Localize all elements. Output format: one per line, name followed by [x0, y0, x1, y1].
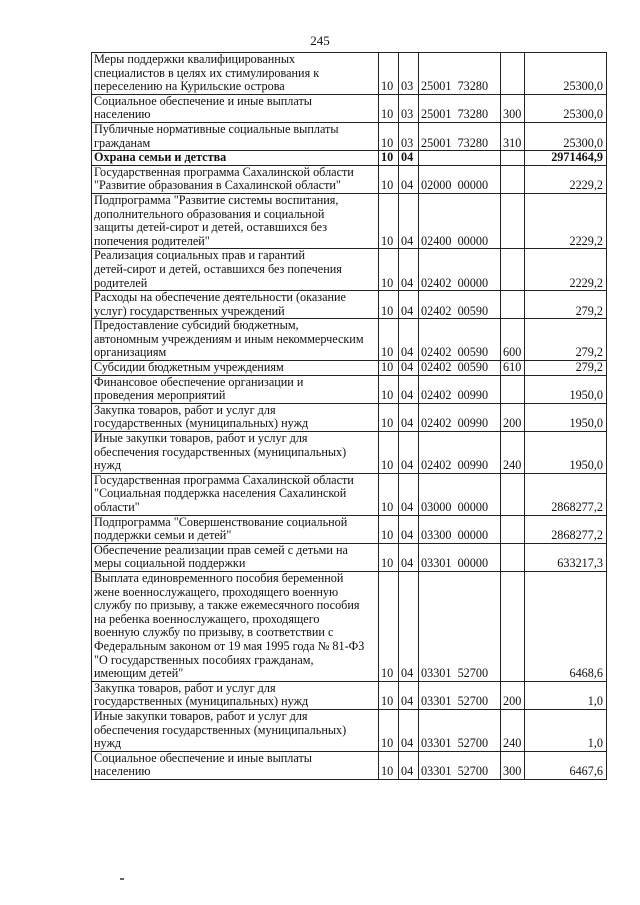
amount-cell: 279,2: [525, 319, 607, 361]
subsection-code-cell: 04: [399, 151, 419, 166]
row-name-cell: Закупка товаров, работ и услуг для государственных (муниципальных) нужд: [92, 681, 379, 709]
amount-cell: 25300,0: [525, 122, 607, 150]
expense-type-cell: [501, 291, 525, 319]
amount-cell: 279,2: [525, 291, 607, 319]
row-name-cell: Социальное обеспечение и иные выплаты населению: [92, 751, 379, 779]
table-row: [92, 94, 607, 122]
section-code-cell: 10: [379, 432, 399, 474]
section-code-cell: 10: [379, 751, 399, 779]
expense-type-cell: 200: [501, 403, 525, 431]
target-article-program: 25001: [421, 79, 452, 94]
section-code-cell: 10: [379, 571, 399, 681]
section-code-cell: 10: [379, 319, 399, 361]
section-code-cell: 10: [379, 361, 399, 376]
amount-cell: 2868277,2: [525, 473, 607, 515]
expense-type-cell: 240: [501, 709, 525, 751]
table-row: [92, 165, 607, 193]
target-article-direction: 00000: [457, 500, 489, 514]
subsection-code-cell: 04: [399, 249, 419, 291]
amount-cell: 25300,0: [525, 94, 607, 122]
budget-table: [91, 52, 607, 780]
row-name-cell: Иные закупки товаров, работ и услуг для обеспечения государственных (муниципальных) нужд: [92, 709, 379, 751]
target-article-cell: [419, 473, 501, 515]
target-article-cell: [419, 122, 501, 150]
target-article-cell: [419, 432, 501, 474]
subsection-code-cell: 04: [399, 473, 419, 515]
target-article-program: 03301: [421, 736, 452, 751]
target-article-program: 03000: [421, 500, 452, 514]
row-name-cell: Финансовое обеспечение организации и проведения мероприятий: [92, 375, 379, 403]
target-article-cell: [419, 515, 501, 543]
target-article-program: 02400: [421, 233, 452, 248]
section-code-cell: 10: [379, 249, 399, 291]
table-row: [92, 515, 607, 543]
expense-type-cell: 310: [501, 122, 525, 150]
target-article-cell: [419, 571, 501, 681]
row-name-cell: Субсидии бюджетным учреждениям: [92, 361, 379, 376]
target-article-cell: [419, 319, 501, 361]
target-article-cell: [419, 249, 501, 291]
target-article-direction: 00000: [457, 528, 489, 543]
table-row: [92, 319, 607, 361]
amount-cell: 1,0: [525, 709, 607, 751]
target-article-cell: [419, 681, 501, 709]
target-article-cell: [419, 291, 501, 319]
row-name-cell: Социальное обеспечение и иные выплаты населению: [92, 94, 379, 122]
amount-cell: 2229,2: [525, 249, 607, 291]
row-name-cell: Расходы на обеспечение деятельности (оказание услуг) государственных учреждений: [92, 291, 379, 319]
table-row: [92, 361, 607, 376]
subsection-code-cell: 03: [399, 53, 419, 95]
target-article-cell: [419, 53, 501, 95]
budget-table-body: [92, 53, 607, 780]
row-name-cell: Реализация социальных прав и гарантий детей-сирот и детей, оставшихся без попечения родителей: [92, 249, 379, 291]
row-name-cell: Подпрограмма "Развитие системы воспитания, дополнительного образования и социальной защиты детей-сирот и детей, оставшихся без попечения родителей": [92, 193, 379, 248]
row-name-cell: Меры поддержки квалифицированных специалистов в целях их стимулирования к переселению на Курильские острова: [92, 53, 379, 95]
amount-cell: 2229,2: [525, 165, 607, 193]
target-article-direction: 00000: [457, 556, 489, 571]
subsection-code-cell: 04: [399, 681, 419, 709]
expense-type-cell: 300: [501, 751, 525, 779]
target-article-program: 02402: [421, 345, 452, 360]
target-article-cell: [419, 361, 501, 376]
section-code-cell: 10: [379, 122, 399, 150]
amount-cell: 1,0: [525, 681, 607, 709]
table-row: [92, 151, 607, 166]
expense-type-cell: [501, 543, 525, 571]
target-article-direction: 00990: [457, 416, 489, 431]
target-article-program: 02402: [421, 275, 452, 290]
row-name-cell: Выплата единовременного пособия беременной жене военнослужащего, проходящего военную службу по призыву, а также ежемесячного пособия на ребенка военнослужащего, проходящего военную службу по призыву, в соответствии с Федеральным законом от 19 мая 1995 года № 81-ФЗ "О государственных пособиях гражданам, имеющим детей": [92, 571, 379, 681]
target-article-direction: 52700: [457, 666, 489, 681]
expense-type-cell: [501, 473, 525, 515]
section-code-cell: 10: [379, 709, 399, 751]
table-row: [92, 681, 607, 709]
subsection-code-cell: 04: [399, 361, 419, 376]
amount-cell: 1950,0: [525, 432, 607, 474]
target-article-direction: 52700: [457, 764, 489, 779]
target-article-program: 02402: [421, 360, 452, 375]
target-article-cell: [419, 709, 501, 751]
table-row: [92, 249, 607, 291]
subsection-code-cell: 04: [399, 165, 419, 193]
target-article-cell: [419, 193, 501, 248]
target-article-direction: 73280: [457, 135, 489, 150]
table-row: [92, 53, 607, 95]
target-article-program: 03301: [421, 666, 452, 681]
expense-type-cell: 600: [501, 319, 525, 361]
amount-cell: 1950,0: [525, 403, 607, 431]
subsection-code-cell: 04: [399, 709, 419, 751]
subsection-code-cell: 04: [399, 193, 419, 248]
table-row: [92, 291, 607, 319]
row-name-cell: Охрана семьи и детства: [92, 151, 379, 166]
expense-type-cell: 610: [501, 361, 525, 376]
target-article-program: 02402: [421, 416, 452, 431]
section-code-cell: 10: [379, 193, 399, 248]
row-name-cell: Государственная программа Сахалинской области "Развитие образования в Сахалинской области": [92, 165, 379, 193]
target-article-cell: [419, 751, 501, 779]
target-article-cell: [419, 151, 501, 166]
target-article-direction: 00000: [457, 233, 489, 248]
expense-type-cell: [501, 515, 525, 543]
table-row: [92, 122, 607, 150]
section-code-cell: 10: [379, 543, 399, 571]
amount-cell: 1950,0: [525, 375, 607, 403]
expense-type-cell: [501, 571, 525, 681]
subsection-code-cell: 03: [399, 94, 419, 122]
target-article-cell: [419, 165, 501, 193]
target-article-program: 25001: [421, 107, 452, 122]
row-name-cell: Подпрограмма "Совершенствование социальной поддержки семьи и детей": [92, 515, 379, 543]
target-article-program: 02402: [421, 303, 452, 318]
subsection-code-cell: 04: [399, 543, 419, 571]
subsection-code-cell: 04: [399, 432, 419, 474]
target-article-direction: 00000: [457, 275, 489, 290]
expense-type-cell: [501, 151, 525, 166]
target-article-direction: 00000: [457, 178, 489, 193]
subsection-code-cell: 04: [399, 403, 419, 431]
amount-cell: 2868277,2: [525, 515, 607, 543]
expense-type-cell: [501, 193, 525, 248]
amount-cell: 633217,3: [525, 543, 607, 571]
target-article-cell: [419, 94, 501, 122]
amount-cell: 6468,6: [525, 571, 607, 681]
amount-cell: 6467,6: [525, 751, 607, 779]
section-code-cell: 10: [379, 681, 399, 709]
expense-type-cell: 200: [501, 681, 525, 709]
table-row: [92, 375, 607, 403]
section-code-cell: 10: [379, 94, 399, 122]
table-row: [92, 473, 607, 515]
target-article-cell: [419, 403, 501, 431]
subsection-code-cell: 04: [399, 571, 419, 681]
table-row: [92, 193, 607, 248]
subsection-code-cell: 04: [399, 751, 419, 779]
row-name-cell: Публичные нормативные социальные выплаты гражданам: [92, 122, 379, 150]
subsection-code-cell: 03: [399, 122, 419, 150]
row-name-cell: Предоставление субсидий бюджетным, автономным учреждениям и иным некоммерческим организациям: [92, 319, 379, 361]
target-article-program: 02402: [421, 388, 452, 403]
section-code-cell: 10: [379, 53, 399, 95]
expense-type-cell: [501, 165, 525, 193]
page-number: 245: [310, 33, 330, 48]
section-code-cell: 10: [379, 375, 399, 403]
section-code-cell: 10: [379, 151, 399, 166]
row-name-cell: Государственная программа Сахалинской области "Социальная поддержка населения Сахалинской области": [92, 473, 379, 515]
target-article-program: 02402: [421, 458, 452, 473]
section-code-cell: 10: [379, 473, 399, 515]
amount-cell: 2971464,9: [525, 151, 607, 166]
target-article-direction: 00590: [457, 345, 489, 360]
section-code-cell: 10: [379, 403, 399, 431]
target-article-direction: 00590: [457, 303, 489, 318]
target-article-direction: 73280: [457, 107, 489, 122]
target-article-program: 02000: [421, 178, 452, 193]
subsection-code-cell: 04: [399, 319, 419, 361]
target-article-cell: [419, 543, 501, 571]
target-article-direction: 00590: [457, 360, 489, 375]
section-code-cell: 10: [379, 165, 399, 193]
row-name-cell: Закупка товаров, работ и услуг для государственных (муниципальных) нужд: [92, 403, 379, 431]
expense-type-cell: 240: [501, 432, 525, 474]
target-article-cell: [419, 375, 501, 403]
target-article-program: 25001: [421, 135, 452, 150]
row-name-cell: Иные закупки товаров, работ и услуг для обеспечения государственных (муниципальных) нужд: [92, 432, 379, 474]
subsection-code-cell: 04: [399, 291, 419, 319]
expense-type-cell: [501, 53, 525, 95]
amount-cell: 279,2: [525, 361, 607, 376]
target-article-program: 03301: [421, 556, 452, 571]
target-article-direction: 73280: [457, 79, 489, 94]
table-row: [92, 543, 607, 571]
amount-cell: 2229,2: [525, 193, 607, 248]
table-row: [92, 432, 607, 474]
target-article-program: 03301: [421, 764, 452, 779]
expense-type-cell: 300: [501, 94, 525, 122]
table-row: [92, 403, 607, 431]
subsection-code-cell: 04: [399, 515, 419, 543]
expense-type-cell: [501, 375, 525, 403]
scan-mark: [120, 878, 124, 880]
table-row: [92, 571, 607, 681]
target-article-direction: 00990: [457, 388, 489, 403]
subsection-code-cell: 04: [399, 375, 419, 403]
target-article-program: 03300: [421, 528, 452, 543]
section-code-cell: 10: [379, 515, 399, 543]
target-article-program: 03301: [421, 694, 452, 709]
amount-cell: 25300,0: [525, 53, 607, 95]
target-article-direction: 52700: [457, 736, 489, 751]
section-code-cell: 10: [379, 291, 399, 319]
table-row: [92, 751, 607, 779]
table-row: [92, 709, 607, 751]
target-article-direction: 00990: [457, 458, 489, 473]
target-article-direction: 52700: [457, 694, 489, 709]
row-name-cell: Обеспечение реализации прав семей с детьми на меры социальной поддержки: [92, 543, 379, 571]
expense-type-cell: [501, 249, 525, 291]
